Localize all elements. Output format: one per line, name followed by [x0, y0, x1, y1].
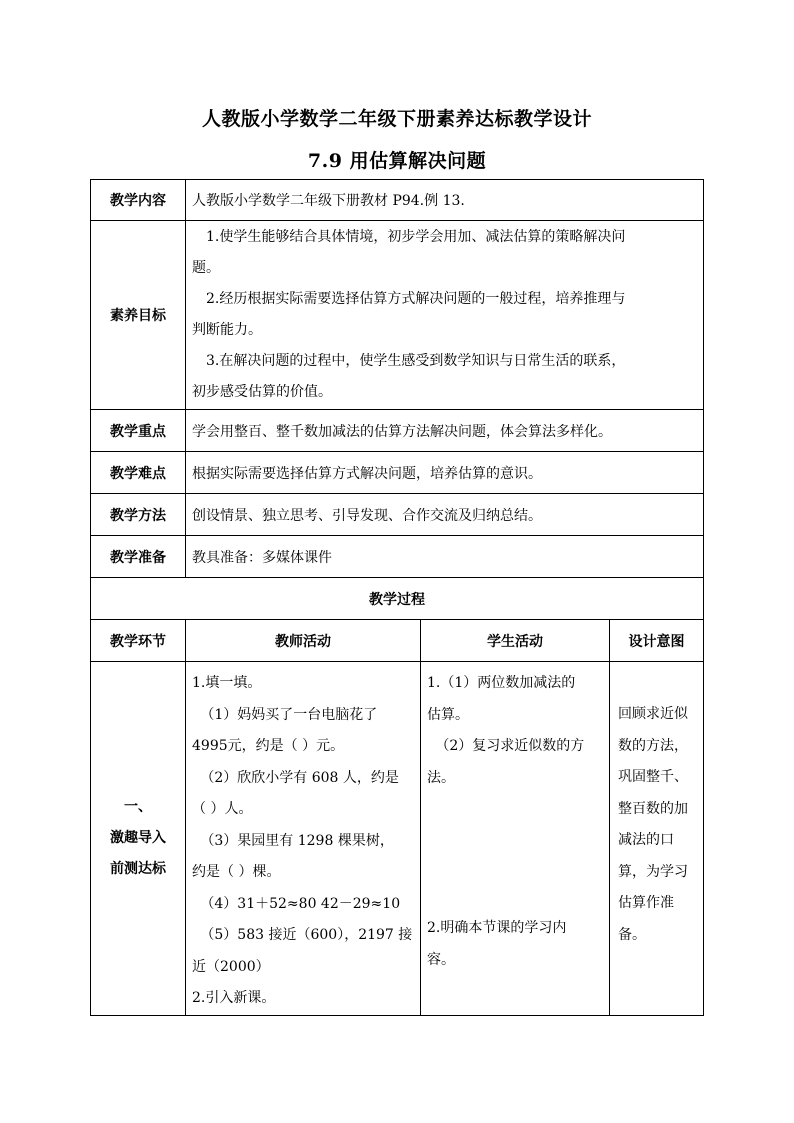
document-title: 人教版小学数学二年级下册素养达标教学设计 — [201, 108, 592, 130]
col-header-student: 学生活动 — [421, 620, 610, 662]
purpose-line: 巩固整千、 — [618, 769, 688, 785]
goal-line: 2.经历根据实际需要选择估算方式解决问题的一般过程，培养推理与 — [206, 291, 626, 307]
goal-line: 1.使学生能够结合具体情境，初步学会用加、减法估算的策略解决问 — [206, 229, 626, 245]
teacher-line: （5）583 接近（600），2197 接 — [200, 927, 413, 943]
label-content: 教学内容 — [91, 180, 186, 221]
teacher-line: （ ）人。 — [192, 801, 253, 817]
goal-line: 3.在解决问题的过程中，使学生感受到数学知识与日常生活的联系， — [206, 353, 626, 369]
teacher-line: 近（2000） — [192, 958, 270, 975]
design-purpose-cell — [610, 662, 704, 1016]
row-method — [91, 494, 704, 536]
purpose-line: 估算作准 — [618, 895, 674, 911]
row-stage-1 — [91, 662, 704, 1016]
student-line: 估算。 — [427, 706, 469, 723]
label-key-point: 教学重点 — [91, 410, 186, 452]
value-preparation: 教具准备：多媒体课件 — [186, 536, 704, 578]
teacher-line: （1）妈妈买了一台电脑花了 — [200, 706, 378, 723]
lesson-plan-table — [90, 179, 704, 1016]
row-column-headers — [91, 620, 704, 662]
value-goals — [186, 221, 704, 410]
teacher-line: （4）31＋52≈80 42－29≈10 — [200, 895, 401, 912]
col-header-purpose: 设计意图 — [610, 620, 704, 662]
stage-line: 一、 — [124, 798, 152, 815]
value-method: 创设情景、独立思考、引导发现、合作交流及归纳总结。 — [186, 494, 704, 536]
student-line: 法。 — [427, 769, 455, 786]
value-content: 人教版小学数学二年级下册教材 P94.例 13. — [186, 180, 704, 221]
teacher-line: 2.引入新课。 — [192, 990, 276, 1006]
teacher-line: 约是（ ）棵。 — [192, 864, 281, 880]
purpose-line: 整百数的加 — [618, 800, 688, 817]
student-line: （2）复习求近似数的方 — [435, 738, 585, 754]
goal-line: 判断能力。 — [192, 322, 262, 338]
teacher-line: （3）果园里有 1298 棵果树， — [200, 832, 394, 849]
stage-line: 激趣导入 — [110, 829, 166, 846]
goal-line: 题。 — [192, 260, 220, 276]
teacher-activity-cell — [186, 662, 421, 1016]
row-difficulty — [91, 452, 704, 494]
value-key-point: 学会用整百、整千数加减法的估算方法解决问题，体会算法多样化。 — [186, 410, 704, 452]
label-preparation: 教学准备 — [91, 536, 186, 578]
label-difficulty: 教学难点 — [91, 452, 186, 494]
purpose-line: 回顾求近似 — [618, 706, 688, 722]
purpose-line: 数的方法， — [618, 737, 688, 754]
teacher-line: （2）欣欣小学有 608 人，约是 — [200, 769, 399, 786]
goal-line: 初步感受估算的价值。 — [192, 384, 332, 400]
teacher-line: 4995元，约是（ ）元。 — [192, 738, 345, 754]
process-heading: 教学过程 — [91, 578, 704, 620]
stage-line: 前测达标 — [110, 860, 166, 877]
purpose-line: 算，为学习 — [618, 863, 688, 880]
value-difficulty: 根据实际需要选择估算方式解决问题，培养估算的意识。 — [186, 452, 704, 494]
lesson-subtitle: 7.9 用估算解决问题 — [307, 150, 487, 172]
col-header-teacher: 教师活动 — [186, 620, 421, 662]
purpose-line: 备。 — [618, 926, 646, 943]
row-key-point — [91, 410, 704, 452]
student-spacer — [427, 794, 603, 913]
student-line: 容。 — [427, 951, 455, 968]
col-header-stage: 教学环节 — [91, 620, 186, 662]
purpose-line: 减法的口 — [618, 832, 674, 848]
row-process-heading — [91, 578, 704, 620]
teacher-line: 1.填一填。 — [192, 675, 262, 691]
label-goals: 素养目标 — [91, 221, 186, 410]
stage-1-cell — [91, 662, 186, 1016]
row-goals — [91, 221, 704, 410]
label-method: 教学方法 — [91, 494, 186, 536]
row-content — [91, 180, 704, 221]
student-activity-cell — [421, 662, 610, 1016]
row-preparation — [91, 536, 704, 578]
student-line: 1.（1）两位数加减法的 — [427, 675, 576, 691]
student-line: 2.明确本节课的学习内 — [427, 920, 567, 936]
